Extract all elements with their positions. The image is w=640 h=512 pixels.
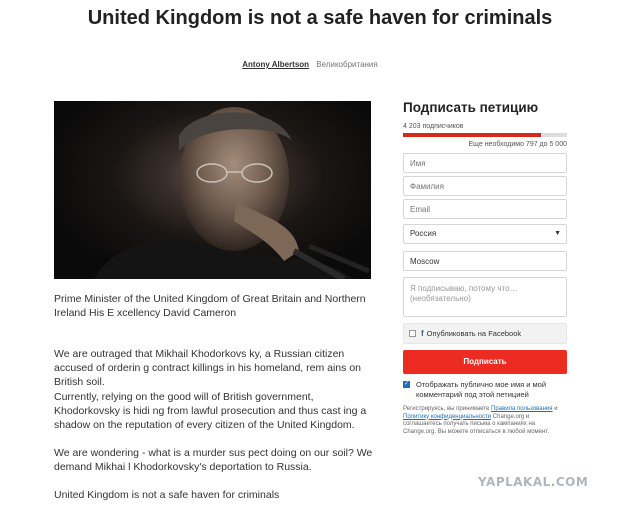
signature-count: 4 203 подписчиков xyxy=(403,123,464,130)
facebook-publish-option[interactable] xyxy=(403,323,567,344)
email-input[interactable] xyxy=(403,199,567,219)
author-link[interactable]: Antony Albertson xyxy=(242,60,310,69)
public-display-option[interactable] xyxy=(403,380,567,400)
petition-paragraph: United Kingdom is not a safe haven for criminals xyxy=(54,489,280,501)
petition-photo xyxy=(54,101,371,279)
first-name-input[interactable] xyxy=(403,153,567,173)
site-watermark: YAPLAKAL.COM xyxy=(478,475,589,489)
country-value: Россия xyxy=(410,229,437,238)
petition-paragraph: We are outraged that Mikhail Khodorkovs ky, a Russian citizen accused of orderin g contract killings in his homeland, rem ains on British soil. xyxy=(54,348,361,388)
signature-progress-fill xyxy=(403,133,541,137)
petition-paragraph: Currently, relying on the good will of British government, Khodorkovsky is hidi ng from lawful prosecution and thus cast ing a shadow on the reputation of every citizen of the United Kingdom. xyxy=(54,391,367,431)
signatures-needed: Еще необходимо 797 до 5 000 xyxy=(468,141,567,148)
terms-text: и xyxy=(552,406,558,412)
byline xyxy=(0,60,620,69)
country-select[interactable] xyxy=(403,224,567,244)
last-name-input[interactable] xyxy=(403,176,567,196)
signature-progress-bar xyxy=(403,133,567,137)
terms-text: Регистрируясь, вы принимаете xyxy=(403,406,492,412)
terms-of-use-link[interactable]: Правила пользования xyxy=(491,406,553,412)
terms-text: Change.org и соглашаетесь получать письма о кампаниях на Change.org. Вы можете отписаться в любой момент. xyxy=(403,413,550,435)
public-display-label: Отображать публично мое имя и мой комментарий под этой петицией xyxy=(416,380,547,399)
petition-title: United Kingdom is not a safe haven for criminals xyxy=(87,7,553,29)
sign-button[interactable]: Подписать xyxy=(403,350,567,374)
caret-down-icon: ▼ xyxy=(554,230,561,237)
facebook-icon: f xyxy=(421,329,424,338)
petition-recipient: Prime Minister of the United Kingdom of Great Britain and Northern Ireland His E xcellency David Cameron xyxy=(54,293,366,319)
comment-placeholder: Я подписываю, потому что… (необязательно) xyxy=(410,284,518,303)
public-display-checkbox[interactable]: ✓ xyxy=(403,381,410,387)
sign-heading: Подписать петицию xyxy=(403,100,539,115)
terms-notice xyxy=(403,406,567,436)
petition-paragraph: We are wondering - what is a murder sus pect doing on our soil? We demand Mikhai l Khodorkovsky's deportation to Russia. xyxy=(54,447,373,473)
sign-petition-form xyxy=(403,100,567,436)
facebook-checkbox[interactable] xyxy=(409,330,416,337)
privacy-policy-link[interactable]: Политику конфиденциальности xyxy=(403,413,492,420)
petition-location: Великобритания xyxy=(316,60,378,69)
facebook-label: Опубликовать на Facebook xyxy=(426,329,522,338)
city-input[interactable] xyxy=(403,251,567,271)
portrait-illustration xyxy=(54,101,371,279)
comment-textarea[interactable] xyxy=(403,277,567,317)
